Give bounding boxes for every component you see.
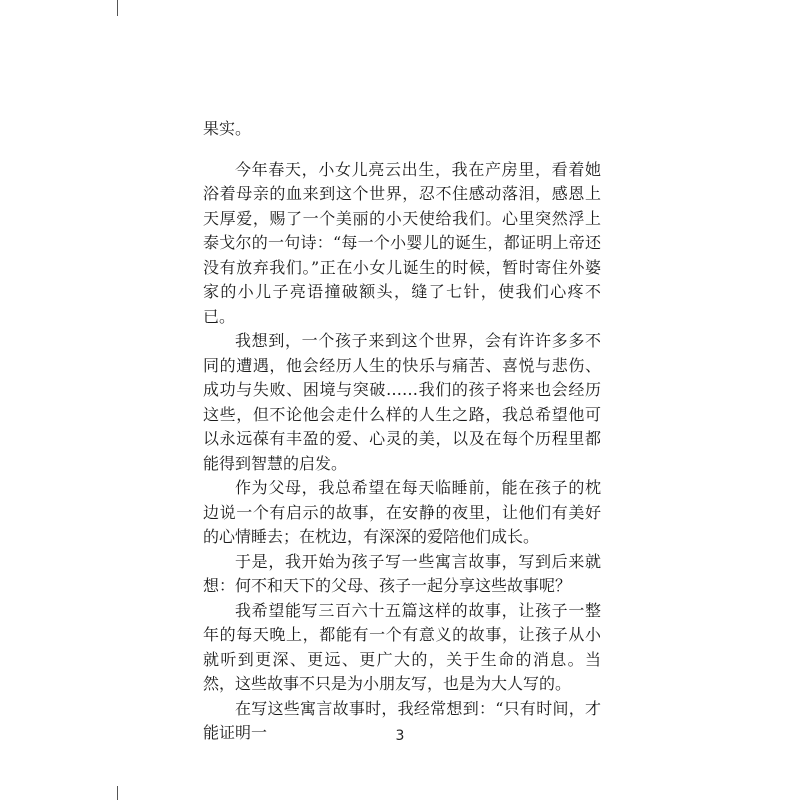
paragraph: 我希望能写三百六十五篇这样的故事，让孩子一整年的每天晚上，都能有一个有意义的故事，让孩子从小就听到更深、更远、更广大的，关于生命的消息。当然，这些故事不只是为小朋友写，也是为大人写的。: [203, 600, 601, 693]
paragraph: 我想到，一个孩子来到这个世界，会有许许多多不同的遭遇，他会经历人生的快乐与痛苦、喜悦与悲伤、成功与失败、困境与突破……我们的孩子将来也会经历这些，但不论他会走什么样的人生之路，我总希望他可以永远葆有丰盈的爱、心灵的美，以及在每个历程里都能得到智慧的启发。: [203, 331, 601, 473]
crop-mark-top: [117, 0, 118, 16]
paragraph: 果实。: [203, 119, 252, 138]
crop-mark-bottom: [117, 786, 118, 800]
paragraph: 于是，我开始为孩子写一些寓言故事，写到后来就想：何不和天下的父母、孩子一起分享这些故事呢？: [203, 551, 601, 595]
paragraph: 作为父母，我总希望在每天临睡前，能在孩子的枕边说一个有启示的故事，在安静的夜里，让他们有美好的心情睡去；在枕边，有深深的爱陪他们成长。: [203, 478, 601, 546]
body-text: [203, 117, 601, 746]
paragraph: 在写这些寓言故事时，我经常想到：“只有时间，才能证明一: [203, 698, 601, 742]
page-number: 3: [395, 728, 405, 744]
paragraph: 今年春天，小女儿亮云出生，我在产房里，看着她浴着母亲的血来到这个世界，忍不住感动落泪，感恩上天厚爱，赐了一个美丽的小天使给我们。心里突然浮上泰戈尔的一句诗：“每一个小婴儿的诞生，都证明上帝还没有放弃我们。”正在小女儿诞生的时候，暂时寄住外婆家的小儿子亮语撞破额头，缝了七针，使我们心疼不已。: [203, 159, 601, 326]
